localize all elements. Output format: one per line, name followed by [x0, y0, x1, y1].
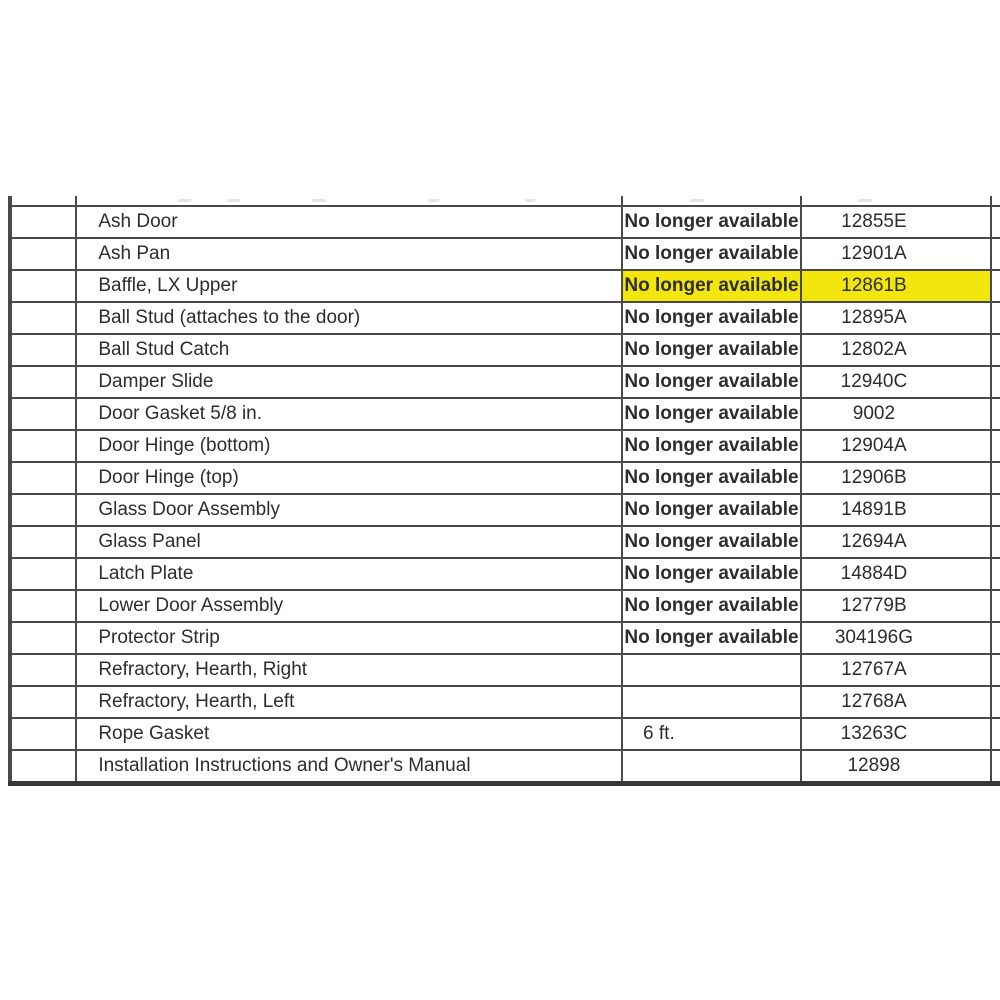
- cell-ref: [10, 590, 76, 622]
- table-row: [10, 270, 1000, 302]
- cell-description: Door Gasket 5/8 in.: [76, 398, 622, 430]
- cell-ref: [10, 366, 76, 398]
- cell-ref: [10, 494, 76, 526]
- cell-description: Latch Plate: [76, 558, 622, 590]
- cell-availability: No longer available: [622, 590, 801, 622]
- cell-availability: [622, 654, 801, 686]
- cell-part-number: 13263C: [801, 718, 991, 750]
- cell-ref: [10, 686, 76, 718]
- cell-ref: [10, 654, 76, 686]
- table-row: [10, 238, 1000, 270]
- cell-ref: [10, 462, 76, 494]
- cell-part-number: 12904A: [801, 430, 991, 462]
- cell-availability: No longer available: [622, 206, 801, 238]
- cell-description: Protector Strip: [76, 622, 622, 654]
- cropped-text-remnant: [525, 199, 535, 202]
- table-row: [10, 430, 1000, 462]
- cropped-text-remnant: [858, 199, 872, 202]
- cell-availability: No longer available: [622, 366, 801, 398]
- cropped-text-remnant: [312, 199, 326, 202]
- cell-availability: No longer available: [622, 270, 801, 302]
- table-row: [10, 494, 1000, 526]
- cell-part-number: 12768A: [801, 686, 991, 718]
- table-row: [10, 654, 1000, 686]
- cell-overflow-stub: [991, 622, 1000, 654]
- cell-part-number: 12779B: [801, 590, 991, 622]
- table-row: [10, 462, 1000, 494]
- parts-table: [0, 196, 1000, 796]
- cell-ref: [10, 206, 76, 238]
- cell-overflow-stub: [991, 366, 1000, 398]
- cropped-text-remnant: [428, 199, 439, 202]
- cell-availability: No longer available: [622, 462, 801, 494]
- cell-part-number: 12940C: [801, 366, 991, 398]
- cell-description: Door Hinge (top): [76, 462, 622, 494]
- table-row: [10, 718, 1000, 750]
- table-row: [10, 622, 1000, 654]
- cell-part-number: 14884D: [801, 558, 991, 590]
- cell-overflow-stub: [991, 334, 1000, 366]
- cell-description: Installation Instructions and Owner's Manual: [76, 750, 622, 784]
- cell-overflow-stub: [991, 398, 1000, 430]
- cell-description: Door Hinge (bottom): [76, 430, 622, 462]
- cell-ref: [10, 270, 76, 302]
- cell-description: Lower Door Assembly: [76, 590, 622, 622]
- cell-overflow-stub: [991, 750, 1000, 784]
- table-row: [10, 366, 1000, 398]
- cell-part-number: [801, 196, 991, 206]
- cell-availability: No longer available: [622, 558, 801, 590]
- cell-availability: No longer available: [622, 494, 801, 526]
- cell-ref: [10, 398, 76, 430]
- cell-overflow-stub: [991, 302, 1000, 334]
- cell-overflow-stub: [991, 590, 1000, 622]
- cell-availability: [622, 196, 801, 206]
- cell-ref: [10, 718, 76, 750]
- cell-ref: [10, 302, 76, 334]
- cell-part-number: 12694A: [801, 526, 991, 558]
- cell-overflow-stub: [991, 430, 1000, 462]
- cropped-row: [10, 196, 1000, 206]
- cell-part-number: 12861B: [801, 270, 991, 302]
- cell-ref: [10, 558, 76, 590]
- cell-part-number: 304196G: [801, 622, 991, 654]
- cell-availability: No longer available: [622, 334, 801, 366]
- cell-availability: No longer available: [622, 302, 801, 334]
- table-row: [10, 334, 1000, 366]
- cell-overflow-stub: [991, 206, 1000, 238]
- cell-overflow-stub: [991, 196, 1000, 206]
- cell-description: Ball Stud Catch: [76, 334, 622, 366]
- cell-description: Rope Gasket: [76, 718, 622, 750]
- table-row: [10, 302, 1000, 334]
- cell-availability: No longer available: [622, 430, 801, 462]
- parts-table-body: [10, 196, 1000, 784]
- cell-part-number: 12767A: [801, 654, 991, 686]
- cell-description: Baffle, LX Upper: [76, 270, 622, 302]
- cell-part-number: 12895A: [801, 302, 991, 334]
- cell-overflow-stub: [991, 718, 1000, 750]
- cell-description: [76, 196, 622, 206]
- cell-ref: [10, 196, 76, 206]
- cell-part-number: 12901A: [801, 238, 991, 270]
- table-row: [10, 206, 1000, 238]
- cell-ref: [10, 238, 76, 270]
- cell-description: Refractory, Hearth, Right: [76, 654, 622, 686]
- cell-ref: [10, 430, 76, 462]
- cropped-text-remnant: [690, 199, 704, 202]
- cell-overflow-stub: [991, 270, 1000, 302]
- cell-description: Refractory, Hearth, Left: [76, 686, 622, 718]
- cell-overflow-stub: [991, 462, 1000, 494]
- cell-overflow-stub: [991, 526, 1000, 558]
- cell-ref: [10, 334, 76, 366]
- cropped-text-remnant: [227, 199, 240, 202]
- cell-overflow-stub: [991, 494, 1000, 526]
- cell-description: Damper Slide: [76, 366, 622, 398]
- cell-availability: No longer available: [622, 526, 801, 558]
- cell-description: Ball Stud (attaches to the door): [76, 302, 622, 334]
- cell-ref: [10, 622, 76, 654]
- table-row: [10, 750, 1000, 784]
- table-row: [10, 558, 1000, 590]
- cell-overflow-stub: [991, 654, 1000, 686]
- cell-availability: [622, 750, 801, 784]
- cell-part-number: 12906B: [801, 462, 991, 494]
- cell-availability: 6 ft.: [622, 718, 801, 750]
- cell-part-number: 14891B: [801, 494, 991, 526]
- cell-part-number: 12855E: [801, 206, 991, 238]
- cell-availability: No longer available: [622, 398, 801, 430]
- cell-description: Glass Door Assembly: [76, 494, 622, 526]
- cell-availability: No longer available: [622, 622, 801, 654]
- cell-overflow-stub: [991, 238, 1000, 270]
- cell-ref: [10, 526, 76, 558]
- cell-overflow-stub: [991, 686, 1000, 718]
- table-row: [10, 398, 1000, 430]
- parts-list-table: [8, 196, 1000, 786]
- table-row: [10, 686, 1000, 718]
- cell-description: Ash Pan: [76, 238, 622, 270]
- cell-part-number: 9002: [801, 398, 991, 430]
- cropped-text-remnant: [178, 199, 191, 202]
- cell-ref: [10, 750, 76, 784]
- cell-availability: No longer available: [622, 238, 801, 270]
- cell-part-number: 12898: [801, 750, 991, 784]
- table-row: [10, 526, 1000, 558]
- table-row: [10, 590, 1000, 622]
- cell-overflow-stub: [991, 558, 1000, 590]
- cell-part-number: 12802A: [801, 334, 991, 366]
- cell-description: Glass Panel: [76, 526, 622, 558]
- cell-availability: [622, 686, 801, 718]
- cell-description: Ash Door: [76, 206, 622, 238]
